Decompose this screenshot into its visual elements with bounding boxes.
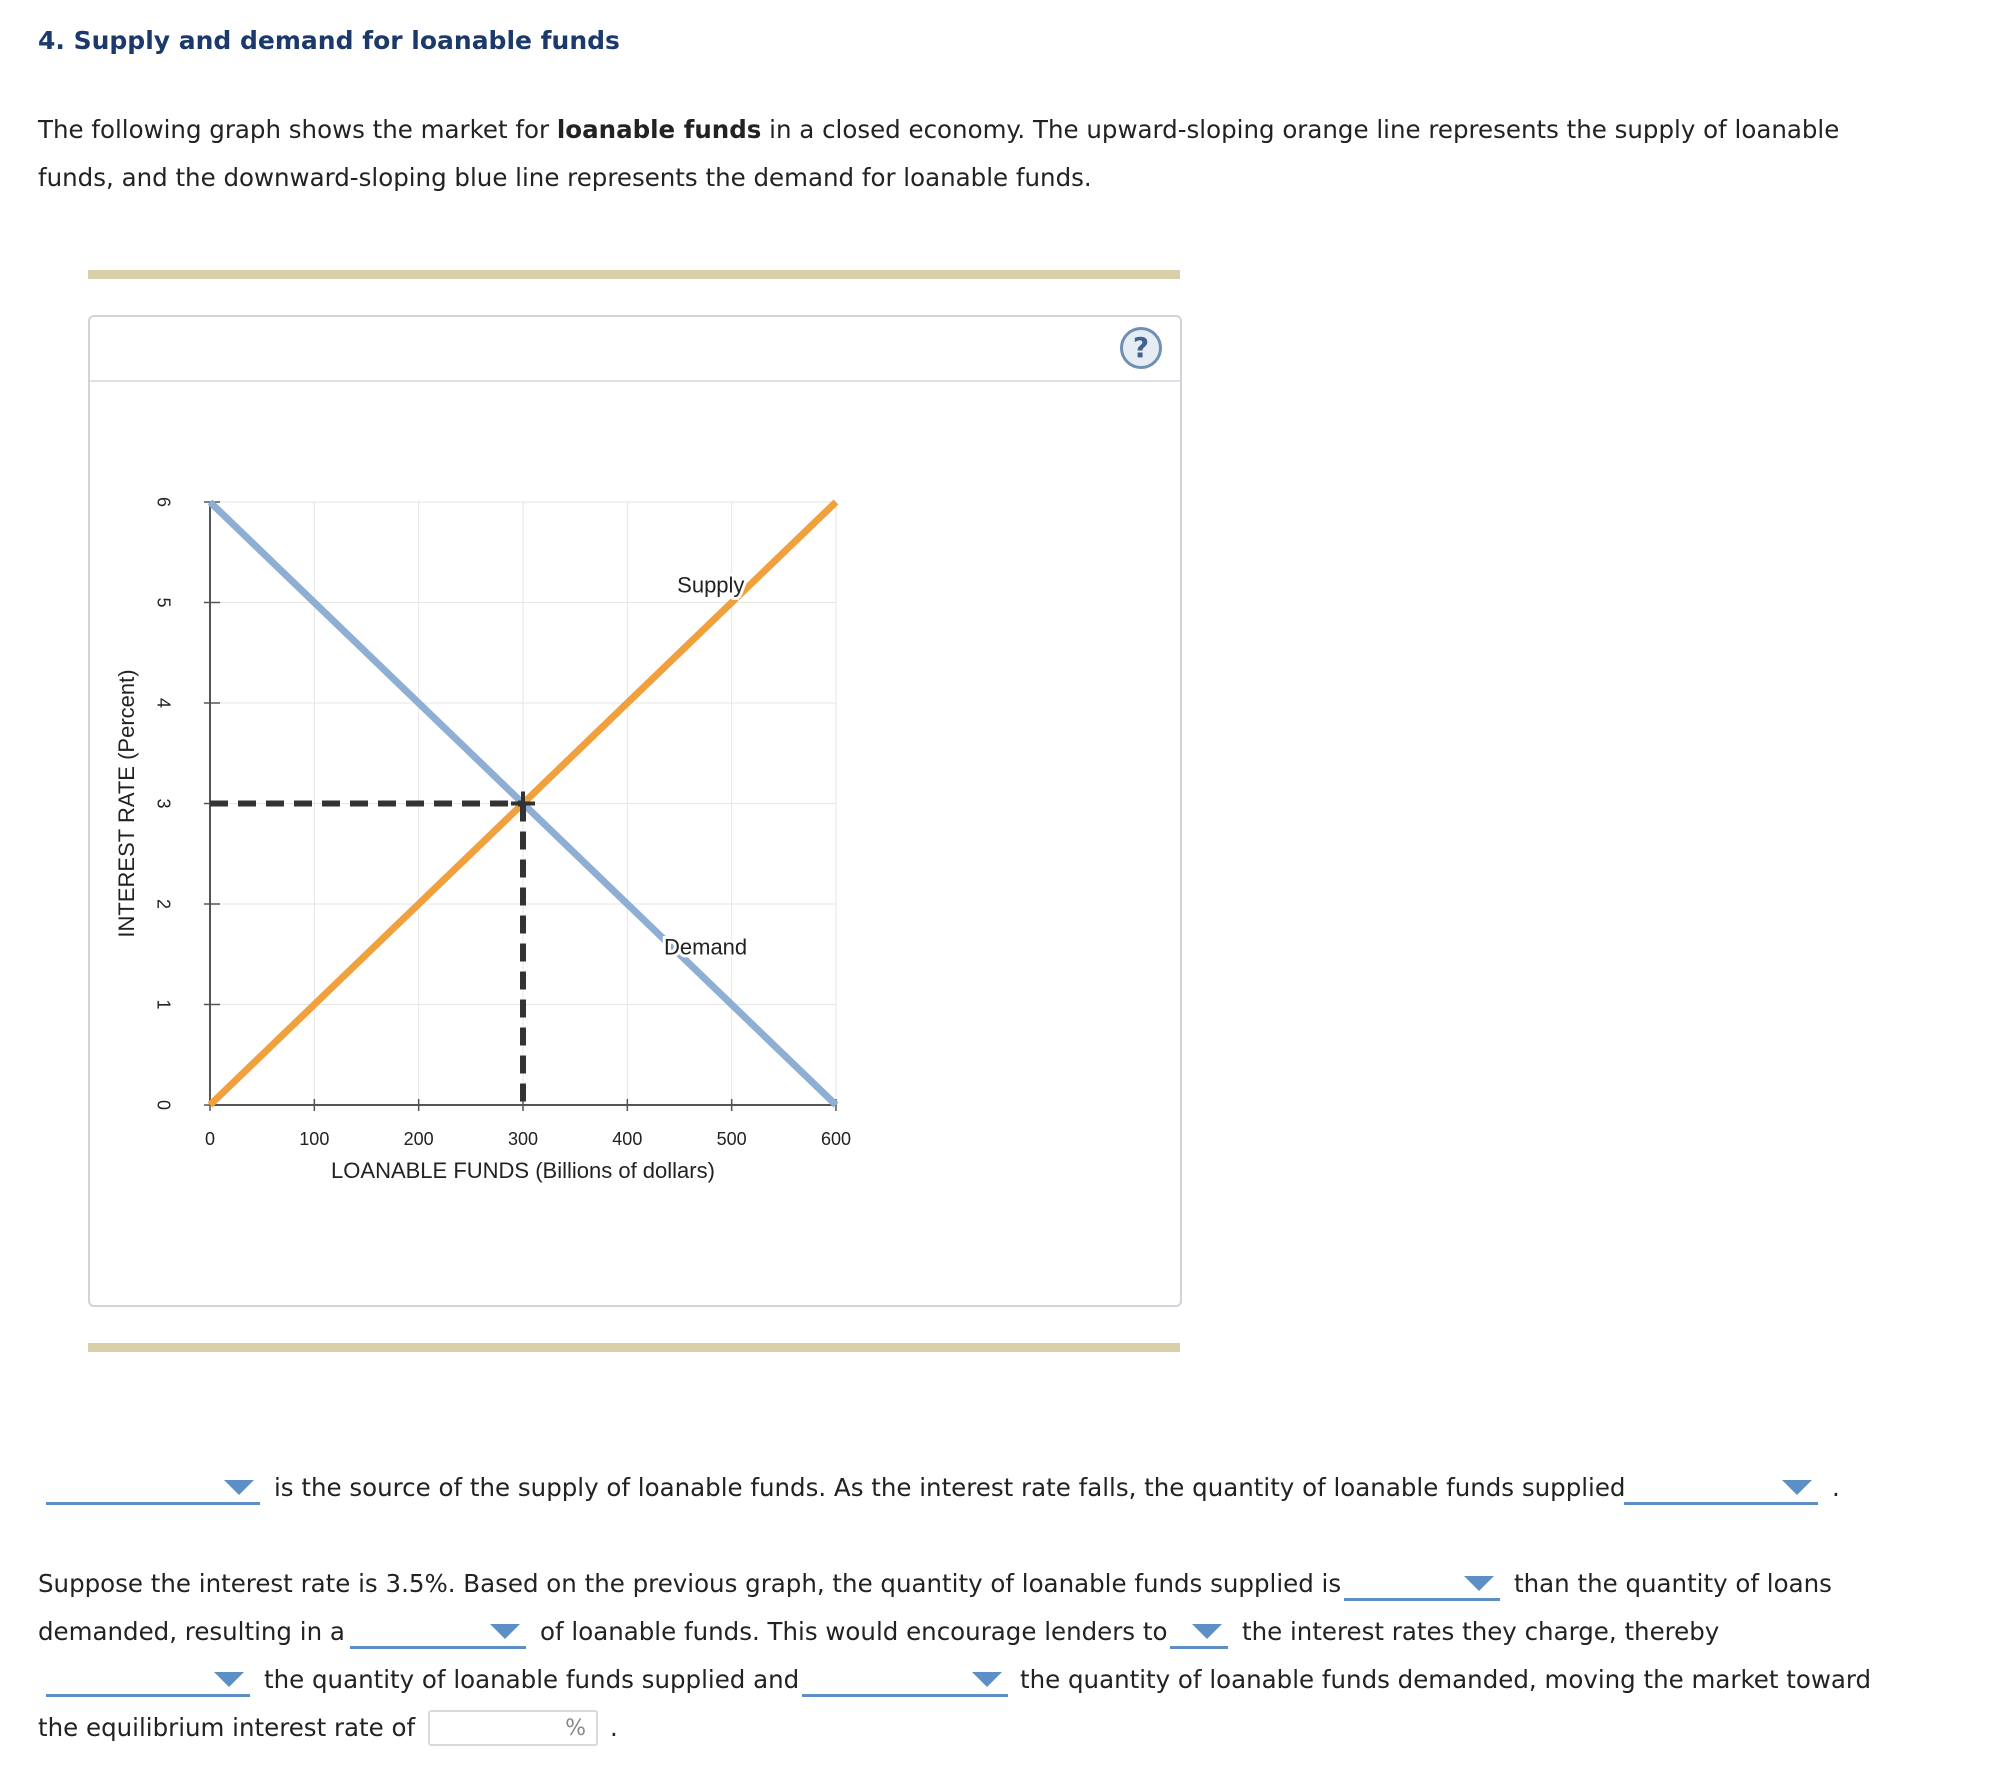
question-2-line-2a: demanded, resulting in a bbox=[38, 1617, 345, 1646]
surplus-shortage-dropdown[interactable] bbox=[350, 1616, 526, 1649]
question-1-text: is the source of the supply of loanable funds. As the interest rate falls, the quantity of loanable funds supplied bbox=[274, 1473, 1626, 1502]
lenders-action-dropdown[interactable] bbox=[1170, 1616, 1228, 1649]
help-button[interactable]: ? bbox=[1120, 327, 1162, 369]
y-tick-label: 0 bbox=[153, 1099, 174, 1111]
question-2-line-4: the equilibrium interest rate of bbox=[38, 1713, 416, 1742]
equilibrium-rate-input[interactable] bbox=[434, 1714, 566, 1744]
intro-bold-term: loanable funds bbox=[556, 115, 762, 144]
intro-text-2: in a closed economy. The upward-sloping orange line represents the supply of loanable funds, and the downward-sloping blue line represents the demand for loanable funds. bbox=[38, 115, 1840, 192]
x-tick-label: 300 bbox=[507, 1129, 539, 1149]
x-tick-label: 100 bbox=[299, 1129, 330, 1149]
quantity-supplied-change-dropdown[interactable] bbox=[1624, 1472, 1818, 1505]
question-2-line-3b: the quantity of loanable funds demanded, moving the market toward bbox=[1020, 1665, 1872, 1694]
y-tick-label: 3 bbox=[153, 798, 174, 809]
chevron-down-icon bbox=[214, 1672, 244, 1687]
x-axis-title: LOANABLE FUNDS (Billions of dollars) bbox=[331, 1158, 715, 1183]
y-tick-label: 2 bbox=[153, 898, 174, 910]
loanable-funds-graph bbox=[88, 315, 1180, 1305]
question-2-line-2b: of loanable funds. This would encourage lenders to bbox=[540, 1617, 1168, 1646]
x-tick-label: 200 bbox=[403, 1129, 434, 1149]
y-axis-title: INTEREST RATE (Percent) bbox=[113, 669, 139, 938]
quantity-demanded-effect-dropdown[interactable] bbox=[802, 1664, 1008, 1697]
y-tick-label: 5 bbox=[153, 597, 174, 608]
question-2-end: . bbox=[610, 1713, 618, 1742]
page-title: 4. Supply and demand for loanable funds bbox=[38, 26, 620, 55]
y-tick-label: 1 bbox=[153, 999, 174, 1010]
chevron-down-icon bbox=[224, 1480, 254, 1495]
source-of-supply-dropdown[interactable] bbox=[46, 1472, 260, 1505]
question-2-line-2c: the interest rates they charge, thereby bbox=[1242, 1617, 1720, 1646]
chevron-down-icon bbox=[490, 1624, 520, 1639]
intro-text-1: The following graph shows the market for bbox=[38, 115, 557, 144]
y-tick-label: 6 bbox=[153, 496, 174, 508]
question-1-end: . bbox=[1832, 1473, 1840, 1502]
chevron-down-icon bbox=[972, 1672, 1002, 1687]
demand-curve-label: Demand bbox=[664, 934, 748, 960]
chevron-down-icon bbox=[1464, 1576, 1494, 1591]
quantity-supplied-effect-dropdown[interactable] bbox=[46, 1664, 250, 1697]
x-tick-label: 500 bbox=[716, 1129, 747, 1149]
x-tick-label: 400 bbox=[612, 1129, 643, 1149]
chevron-down-icon bbox=[1192, 1624, 1222, 1639]
question-2-line-1-end: than the quantity of loans bbox=[1514, 1569, 1832, 1598]
question-2-line-1: Suppose the interest rate is 3.5%. Based on the previous graph, the quantity of loanable funds supplied is bbox=[38, 1569, 1342, 1598]
x-tick-label: 0 bbox=[204, 1129, 216, 1149]
intro-paragraph bbox=[38, 106, 1898, 202]
question-2-line-3a: the quantity of loanable funds supplied and bbox=[264, 1665, 800, 1694]
percent-unit: % bbox=[565, 1716, 586, 1741]
y-tick-label: 4 bbox=[153, 697, 174, 709]
supplied-vs-demanded-dropdown[interactable] bbox=[1344, 1568, 1500, 1601]
supply-curve-label: Supply bbox=[677, 572, 745, 598]
chevron-down-icon bbox=[1782, 1480, 1812, 1495]
top-divider-bar bbox=[88, 270, 1180, 279]
equilibrium-rate-input-box bbox=[428, 1710, 598, 1746]
bottom-divider-bar bbox=[88, 1343, 1180, 1352]
chart-labels bbox=[114, 572, 747, 1183]
x-tick-label: 600 bbox=[820, 1129, 852, 1149]
